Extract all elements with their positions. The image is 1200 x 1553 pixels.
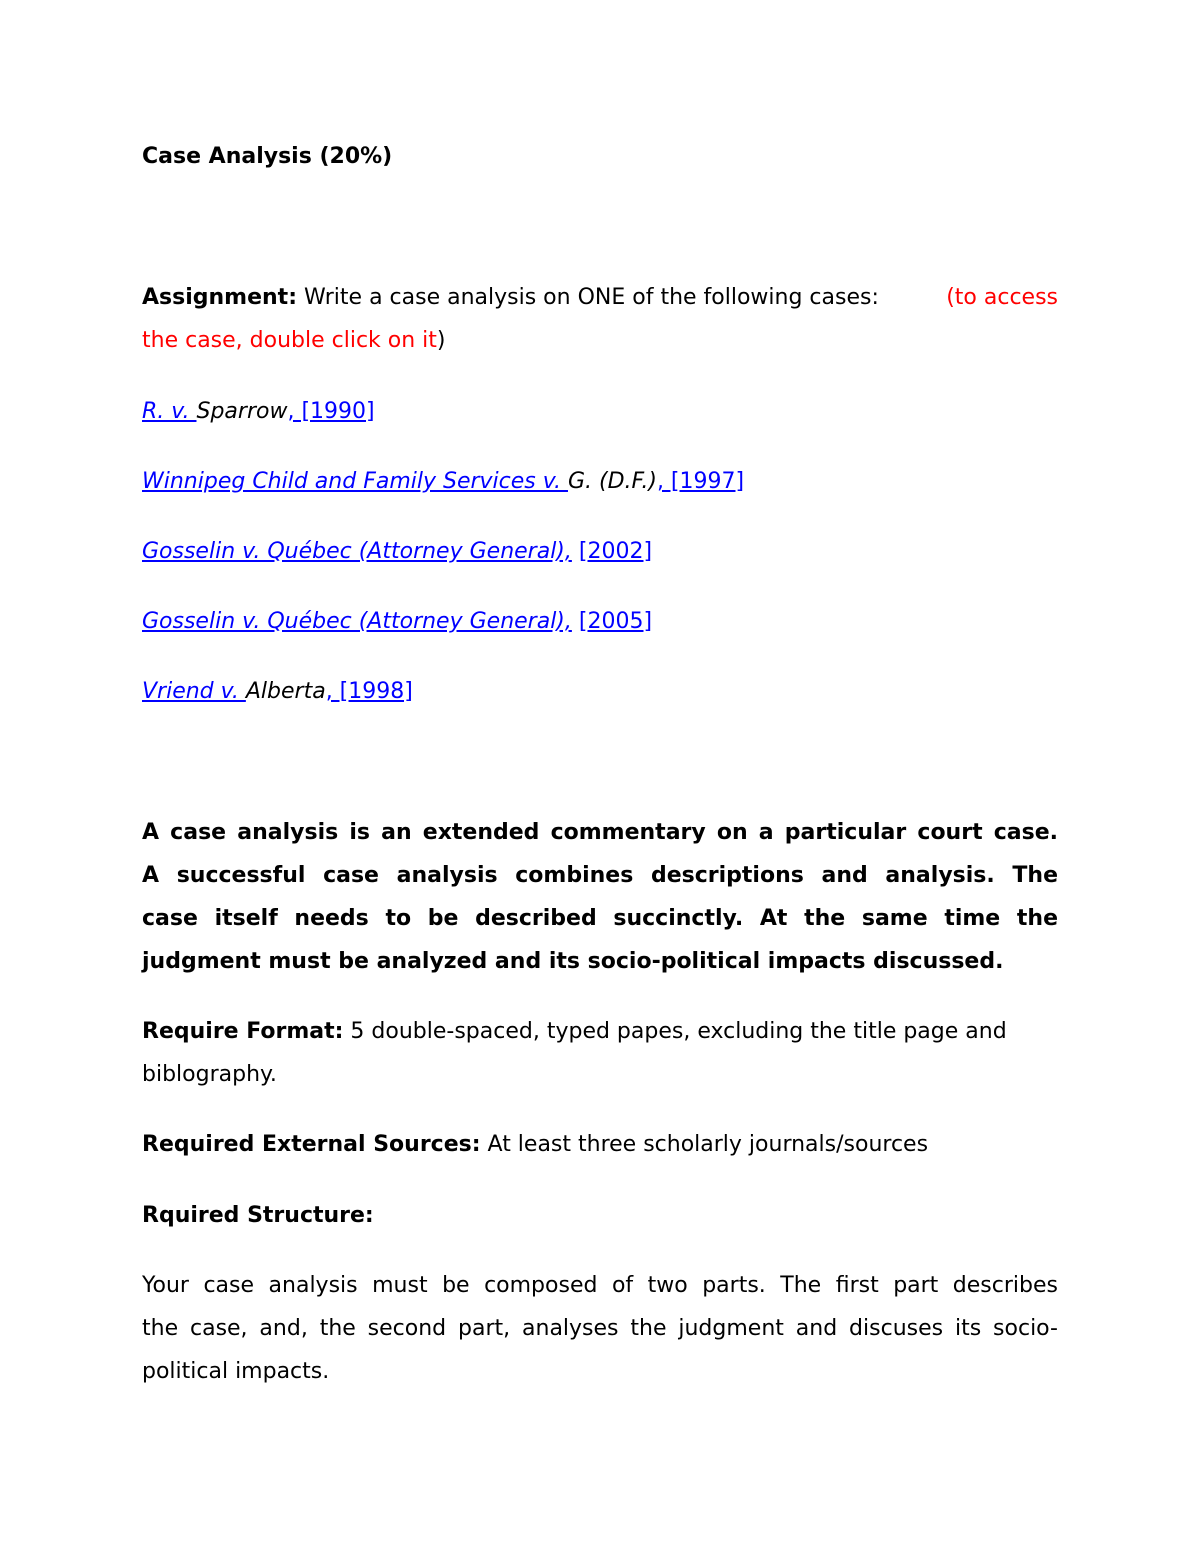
summary-line: A successful case analysis combines descriptions and analysis. The (142, 863, 1058, 888)
case-link-part[interactable]: Gosselin v. Québec (Attorney General), (142, 539, 572, 564)
structure-heading: Rquired Structure: (142, 1203, 374, 1228)
assignment-note-start: (to access (946, 285, 1058, 310)
structure-line: the case, and, the second part, analyses the judgment and discuses its socio- (142, 1316, 1058, 1341)
sources-text: At least three scholarly journals/sources (480, 1132, 929, 1157)
case-spacer (572, 609, 579, 634)
sources-line (142, 1130, 928, 1160)
summary-paragraph (142, 811, 1058, 983)
assignment-line-2 (142, 326, 446, 356)
format-text-end: biblography. (142, 1062, 277, 1087)
format-label: Require Format: (142, 1019, 344, 1044)
sources-label: Required External Sources: (142, 1132, 481, 1157)
case-party: Alberta (245, 679, 326, 704)
assignment-close-paren: ) (436, 328, 446, 353)
structure-line: Your case analysis must be composed of two parts. The first part describes (142, 1273, 1058, 1298)
case-link-part[interactable]: Winnipeg Child and Family Services v. (142, 469, 568, 494)
case-year-link[interactable]: [2005] (578, 609, 653, 634)
case-year-link[interactable]: [2002] (578, 539, 653, 564)
case-link-gosselin-2005[interactable] (142, 607, 652, 637)
case-year-link[interactable]: , [1998] (325, 679, 413, 704)
case-spacer (572, 539, 579, 564)
case-link-gosselin-2002[interactable] (142, 537, 652, 567)
assignment-note-end: the case, double click on it (142, 328, 437, 353)
case-link-sparrow[interactable] (142, 397, 375, 427)
document-title: Case Analysis (20%) (142, 144, 393, 169)
case-link-vriend[interactable] (142, 677, 413, 707)
assignment-text: Write a case analysis on ONE of the following cases: (297, 285, 879, 310)
case-year-link[interactable]: , [1997] (656, 469, 745, 494)
structure-paragraph (142, 1264, 1058, 1393)
structure-line: political impacts. (142, 1359, 330, 1384)
format-text: 5 double-spaced, typed papes, excluding the title page and (343, 1019, 1007, 1044)
assignment-label: Assignment: (142, 285, 297, 310)
case-party: Sparrow (196, 399, 288, 424)
summary-line: case itself needs to be described succinctly. At the same time the (142, 906, 1058, 931)
format-line-1 (142, 1017, 1007, 1047)
assignment-line-1 (142, 283, 1058, 313)
case-link-part[interactable]: Vriend v. (142, 679, 246, 704)
format-line-2 (142, 1060, 277, 1090)
case-link-part[interactable]: Gosselin v. Québec (Attorney General), (142, 609, 572, 634)
summary-line: judgment must be analyzed and its socio-political impacts discussed. (142, 949, 1004, 974)
summary-line: A case analysis is an extended commentary on a particular court case. (142, 820, 1058, 845)
case-link-part[interactable]: R. v. (142, 399, 197, 424)
case-year-link[interactable]: , [1990] (287, 399, 375, 424)
case-party: G. (D.F.) (567, 469, 657, 494)
case-link-winnipeg[interactable] (142, 467, 744, 497)
